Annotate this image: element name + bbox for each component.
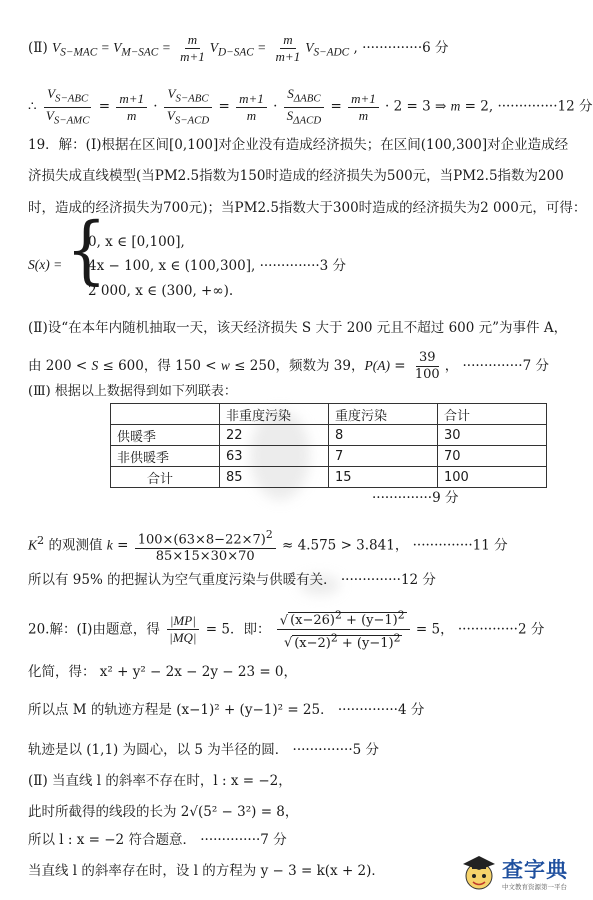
table-header-cell: 合计 xyxy=(438,404,547,425)
table-header-cell xyxy=(111,404,220,425)
q19-line-1: 19．解：(Ⅰ)根据在区间[0,100]对企业没有造成经济损失；在区间(100,300]对企业造成经 xyxy=(28,137,569,153)
table-cell: 合计 xyxy=(111,467,220,488)
q20-line-3: 所以点 M 的轨迹方程是 (x−1)² + (y−1)² = 25． ··············4 分 xyxy=(28,702,425,718)
table-row xyxy=(111,425,547,446)
formula-line-1: (Ⅱ) $V_{S-MAC} = V_{M-SAC}$ = $\frac{m}{m+1}$ $V_{D-SAC}$ = $\frac{m}{m+1}$ $V_{S-ADC}$ , ··············6 分 xyxy=(28,32,449,64)
table-cell: 22 xyxy=(220,425,329,446)
graduate-mascot-icon xyxy=(460,852,498,892)
table-cell: 85 xyxy=(220,467,329,488)
q19-iii-line: (Ⅲ) 根据以上数据得到如下列联表： xyxy=(28,384,237,399)
logo-tagline: 中文教育资源第一平台 xyxy=(502,883,567,891)
table-row xyxy=(111,446,547,467)
formula-line-2: ∴ $\frac{V_{S-ABC}}{V_{S-AMC}}$ = $\frac{m+1}{m}$ · $\frac{V_{S-ABC}}{V_{S-ACD}}$ = $\frac{m+1}{m}$ · $\frac{S_{\Delta ABC}}{S_{\Delta ACD}}$ = $\frac{m+1}{m}$ · 2 = 3 ⇒ m = 2, ··············12 分 xyxy=(28,86,593,127)
piecewise-case-3: 2 000, x ∈ (300, +∞). xyxy=(88,283,234,299)
table-header-cell: 非重度污染 xyxy=(220,404,329,425)
q20-line-4: 轨迹是以 (1,1) 为圆心，以 5 为半径的圆． ··············5 分 xyxy=(28,742,380,758)
contingency-table xyxy=(110,403,547,488)
table-cell: 70 xyxy=(438,446,547,467)
q19-ii-line-2: 由 200 < S ≤ 600，得 150 < w ≤ 250，频数为 39，P(A) = $\frac{39}{100}$ ， ··············7 分 xyxy=(28,350,549,382)
logo-name: 查字典 xyxy=(502,858,568,882)
q19-ii-line-1: (Ⅱ)设“在本年内随机抽取一天，该天经济损失 S 大于 200 元且不超过 600 元”为事件 A， xyxy=(28,320,568,336)
piecewise-case-2: 4x − 100, x ∈ (100,300], ··············3 分 xyxy=(88,258,347,274)
table-cell: 7 xyxy=(329,446,438,467)
table-cell: 63 xyxy=(220,446,329,467)
piecewise-label: S(x) = xyxy=(28,257,63,272)
q20-line-6: 此时所截得的线段的长为 2√(5² − 3²) = 8， xyxy=(28,804,299,820)
site-logo xyxy=(458,852,578,896)
q20-line-5: (Ⅱ) 当直线 l 的斜率不存在时，l : x = −2， xyxy=(28,773,292,789)
conclusion-line: 所以有 95% 的把握认为空气重度污染与供暖有关． ··············12 分 xyxy=(28,572,436,588)
table-cell: 供暖季 xyxy=(111,425,220,446)
table-cell: 非供暖季 xyxy=(111,446,220,467)
q19-line-3: 时，造成的经济损失为700元)；当PM2.5指数大于300时造成的经济损失为2 000元，可得： xyxy=(28,200,587,216)
table-header-cell: 重度污染 xyxy=(329,404,438,425)
table-cell: 8 xyxy=(329,425,438,446)
piecewise-case-1: 0, x ∈ [0,100], xyxy=(88,234,185,250)
table-header-row xyxy=(111,404,547,425)
q20-line-8: 当直线 l 的斜率存在时，设 l 的方程为 y − 3 = k(x + 2)． xyxy=(28,863,385,879)
table-cell: 100 xyxy=(438,467,547,488)
score-9: ··············9 分 xyxy=(372,490,459,506)
k2-line: $K^2$ 的观测值 k = $\frac{100\times(63\times 8-22\times 7)^2}{85\times 15\times 30\times 70}$ ≈ 4.575 > 3.841， ··············11 分 xyxy=(28,528,508,565)
q20-line-2: 化简，得： x² + y² − 2x − 2y − 23 = 0， xyxy=(28,664,298,680)
q20-line-1: 20.解：(Ⅰ)由题意，得 $\frac{|MP|}{|MQ|}$ = 5．即： $\frac{√ (x-26)^2 + (y-1)^2}{√ (x-2)^2 + (y-1)^2}$ = 5， ··············2 分 xyxy=(28,609,545,651)
table-cell: 15 xyxy=(329,467,438,488)
q19-line-2: 济损失成直线模型(当PM2.5指数为150时造成的经济损失为500元，当PM2.5指数为200 xyxy=(28,168,564,184)
piecewise-brace: { xyxy=(66,208,107,294)
table-cell: 30 xyxy=(438,425,547,446)
table-row xyxy=(111,467,547,488)
q20-line-7: 所以 l : x = −2 符合题意． ··············7 分 xyxy=(28,832,287,848)
